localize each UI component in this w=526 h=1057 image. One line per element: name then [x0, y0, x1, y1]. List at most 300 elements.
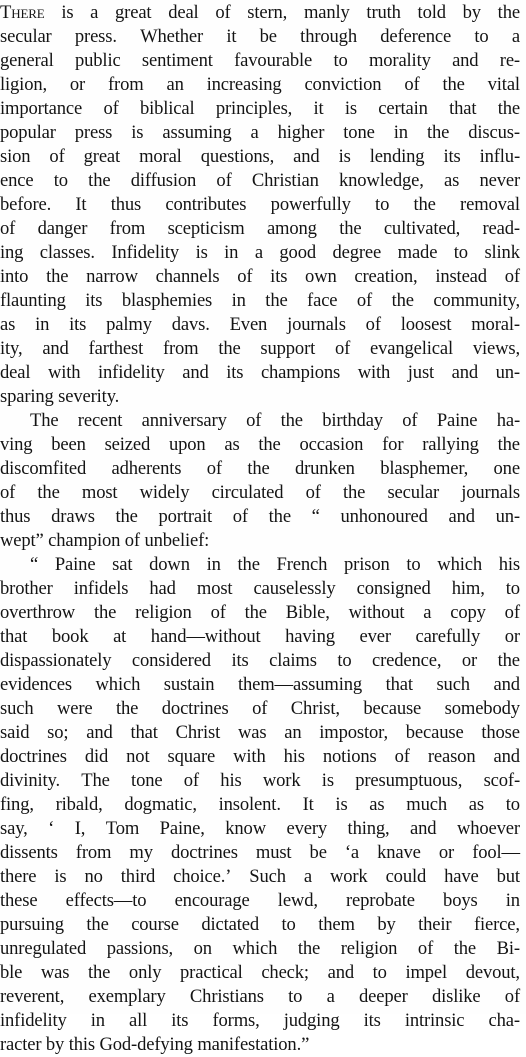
word: him, [451, 578, 485, 599]
word: fing, [0, 794, 34, 815]
word: the [342, 482, 366, 503]
word: among [266, 218, 317, 239]
word: face [307, 290, 338, 311]
word: which [95, 674, 141, 695]
word: ing [0, 242, 24, 263]
word: manly [303, 2, 350, 23]
word: from [162, 338, 199, 359]
word: narrow [86, 266, 138, 287]
word: be [259, 26, 277, 47]
word: its [270, 266, 288, 287]
word: recent [77, 410, 123, 431]
word: blasphemer, [380, 458, 469, 479]
word: its [171, 1010, 189, 1031]
word: “ [311, 506, 320, 527]
word: choice.’ [173, 866, 232, 887]
word: of [504, 266, 520, 287]
word: their [418, 914, 452, 935]
word: ligion, [0, 74, 47, 95]
word: anniversary [141, 410, 227, 431]
word: on [193, 938, 212, 959]
article-paragraph [0, 1, 520, 409]
word: the [297, 938, 321, 959]
word: work [262, 770, 301, 791]
word: Paine [54, 554, 96, 575]
word: blasphemies [121, 290, 213, 311]
word: ribald, [55, 794, 103, 815]
word: most [196, 578, 233, 599]
word: davs. [171, 314, 210, 335]
text-line [0, 673, 520, 697]
word: lending [369, 146, 425, 167]
word: thus [0, 506, 31, 527]
word: my [129, 842, 153, 863]
word: It [75, 194, 87, 215]
word: it [313, 98, 324, 119]
word: ble [0, 962, 23, 983]
word: but [496, 866, 520, 887]
word: and [410, 818, 437, 839]
word: instead [435, 266, 487, 287]
word: widely [139, 482, 190, 503]
word: and [327, 962, 354, 983]
word: that [0, 626, 28, 647]
text-line [0, 889, 520, 913]
word: Christians [189, 986, 264, 1007]
word: the [497, 2, 520, 23]
word: dispassionately [0, 650, 112, 671]
word: read- [482, 218, 520, 239]
word: with [47, 362, 81, 383]
word: his [498, 554, 520, 575]
word: work [329, 866, 368, 887]
word: general [0, 50, 54, 71]
word: press [74, 122, 113, 143]
word: great [83, 146, 121, 167]
word: or [69, 74, 86, 95]
text-line [0, 457, 520, 481]
word: somebody [444, 698, 520, 719]
word: the [268, 506, 291, 527]
word: causelessly [253, 578, 336, 599]
word: degree [332, 242, 382, 263]
word: copy [450, 602, 486, 623]
word: good [279, 242, 316, 263]
word: Infidelity [111, 242, 180, 263]
word: discus- [468, 122, 520, 143]
word: third [120, 866, 156, 887]
word: and [451, 362, 479, 383]
word: the [88, 170, 111, 191]
word: no [84, 866, 103, 887]
text-line [0, 433, 520, 457]
word: flaunting [0, 290, 66, 311]
word: whoever [456, 818, 520, 839]
word: channels [155, 266, 220, 287]
text-line [0, 769, 520, 793]
word: is [321, 770, 334, 791]
word: for [382, 434, 404, 455]
word: of [215, 2, 231, 23]
word: impostor, [319, 722, 388, 743]
word: favourable [234, 50, 313, 71]
word: the [265, 290, 288, 311]
text-line [0, 313, 520, 337]
text-line [0, 577, 520, 601]
word: been [51, 434, 86, 455]
word: to [505, 794, 520, 815]
word: cultivated, [383, 218, 461, 239]
text-line [0, 337, 520, 361]
word: say, [0, 818, 28, 839]
word: and [493, 674, 520, 695]
word: rallying [422, 434, 479, 455]
word: the [497, 650, 520, 671]
word: a [250, 122, 259, 143]
word: which [437, 554, 482, 575]
word: evidences [0, 674, 72, 695]
word: of [394, 746, 410, 767]
word: a [303, 866, 312, 887]
text-line: racter by this God-defying manifestation.” [0, 1034, 310, 1055]
word: them—assuming [237, 674, 363, 695]
word: or [504, 626, 520, 647]
word: the [442, 74, 465, 95]
word: Whether [140, 26, 204, 47]
word: ving [0, 434, 33, 455]
article-paragraph [0, 409, 520, 553]
word: cha- [488, 1010, 520, 1031]
word: from [75, 842, 112, 863]
word: contributes [165, 194, 247, 215]
word: presumptuous, [355, 770, 463, 791]
word: his [283, 746, 305, 767]
word: an [284, 722, 302, 743]
word: of [334, 338, 351, 359]
word: of [504, 986, 520, 1007]
text-line [0, 241, 520, 265]
word: principles, [215, 98, 293, 119]
word: told [417, 2, 446, 23]
word: doctrines [161, 698, 229, 719]
word: as [468, 794, 484, 815]
text-line: sparing severity. [0, 386, 120, 407]
word: with [357, 362, 391, 383]
word: of [365, 314, 381, 335]
word: moral [139, 146, 182, 167]
text-line [0, 481, 520, 505]
word: the [391, 290, 414, 311]
word: the [116, 698, 139, 719]
word: as [443, 170, 460, 191]
word: the [497, 434, 520, 455]
word: drunken [294, 458, 355, 479]
word: is [338, 146, 351, 167]
word: that [130, 722, 158, 743]
word: to [288, 986, 303, 1007]
word: the [218, 338, 241, 359]
text-line [0, 721, 520, 745]
word: and [86, 722, 113, 743]
word: danger [37, 218, 88, 239]
word: in [231, 290, 246, 311]
word: circulated [211, 482, 284, 503]
word: powerfully [270, 194, 351, 215]
word: which [232, 938, 278, 959]
text-line [0, 961, 520, 985]
word: considered [131, 650, 211, 671]
word: the [453, 938, 476, 959]
word: certain [378, 98, 428, 119]
word: scof- [483, 770, 520, 791]
word: the [88, 962, 111, 983]
word: because [405, 722, 464, 743]
word: of [0, 482, 16, 503]
word: down [149, 554, 190, 575]
word: Christian [251, 170, 319, 191]
word: moral- [471, 314, 520, 335]
text-line [0, 745, 520, 769]
text-line [0, 25, 520, 49]
word: is [54, 866, 67, 887]
text-line [0, 865, 520, 889]
word: or [438, 842, 455, 863]
word: the [339, 218, 362, 239]
word: public [74, 50, 121, 71]
word: a [511, 26, 520, 47]
word: from [109, 218, 146, 239]
word: in [90, 1010, 105, 1031]
word: was [40, 962, 70, 983]
word: dissents [0, 842, 58, 863]
word: biblical [139, 98, 195, 119]
word: of [183, 770, 199, 791]
text-line [0, 49, 520, 73]
word: of [49, 146, 65, 167]
word: never [479, 170, 520, 191]
word: insolent. [218, 794, 281, 815]
word: his [220, 770, 242, 791]
word: ever [359, 626, 391, 647]
word: Paine, [159, 818, 205, 839]
word: The [30, 410, 59, 431]
word: palmy [106, 314, 152, 335]
word: the [258, 434, 281, 455]
word: divinity. [0, 770, 60, 791]
word: its [69, 314, 87, 335]
word: reprobate [346, 890, 415, 911]
word: sat [112, 554, 133, 575]
word: sion [0, 146, 31, 167]
word: dictated [201, 914, 259, 935]
text-line [0, 265, 520, 289]
word: such [436, 674, 470, 695]
word: passions, [106, 938, 174, 959]
word: seized [104, 434, 151, 455]
word: questions, [200, 146, 275, 167]
text-line [0, 193, 520, 217]
word: of [356, 290, 373, 311]
text-line [0, 913, 520, 937]
word: of [0, 218, 16, 239]
word: most [81, 482, 118, 503]
text-line [0, 649, 520, 673]
word: one [493, 458, 520, 479]
word: views, [472, 338, 520, 359]
word: the [115, 506, 138, 527]
text-line [0, 217, 520, 241]
word: to [474, 26, 489, 47]
word: a [423, 602, 432, 623]
text-line [0, 361, 520, 385]
word: un- [495, 506, 520, 527]
word: that [449, 98, 477, 119]
word: sentiment [141, 50, 213, 71]
word: the [86, 914, 109, 935]
word: portrait [158, 506, 213, 527]
word: thing, [347, 818, 390, 839]
word: deeper [359, 986, 408, 1007]
word: birthday [322, 410, 383, 431]
word: only [128, 962, 162, 983]
text-line [0, 841, 520, 865]
word: have [444, 866, 479, 887]
word: the [247, 458, 270, 479]
word: dogmatic, [124, 794, 197, 815]
word: fierce, [473, 914, 520, 935]
word: “ [30, 554, 39, 575]
word: increasing [206, 74, 282, 95]
word: of [206, 458, 222, 479]
word: and [452, 50, 479, 71]
word: that [385, 674, 413, 695]
word: knowledge, [338, 170, 424, 191]
word: deference [380, 26, 452, 47]
word: of [417, 938, 434, 959]
word: doctrines [0, 746, 67, 767]
word: overthrow [0, 602, 76, 623]
word: square [167, 746, 216, 767]
word: as [369, 794, 385, 815]
word: influ- [479, 146, 520, 167]
word: the [244, 602, 267, 623]
word: did [84, 746, 109, 767]
text-line [0, 697, 520, 721]
word: reverent, [0, 986, 65, 1007]
word: intrinsic [404, 1010, 465, 1031]
word: must [255, 842, 292, 863]
word: in [505, 890, 520, 911]
word: the [237, 554, 260, 575]
word: religion [135, 602, 192, 623]
word: discomfited [0, 458, 87, 479]
text-line [0, 409, 520, 433]
word: of [252, 698, 268, 719]
word: is [195, 242, 208, 263]
word: evangelical [370, 338, 454, 359]
word: such [0, 698, 34, 719]
word: course [131, 914, 179, 935]
word: is [131, 122, 144, 143]
word: to [333, 50, 348, 71]
word: infidelity [98, 362, 165, 383]
word: assuming [162, 122, 232, 143]
word: fool— [472, 842, 520, 863]
text-line: wept” champion of unbelief: [0, 530, 210, 551]
word: the [413, 194, 436, 215]
word: ‘ [48, 818, 55, 839]
word: stern, [247, 2, 288, 23]
word: champions [260, 362, 341, 383]
word: dislike [431, 986, 481, 1007]
word: is [61, 2, 74, 23]
word: un- [495, 362, 520, 383]
word: pursuing [0, 914, 64, 935]
word: of [232, 506, 248, 527]
word: its [226, 362, 244, 383]
word: secular [387, 482, 440, 503]
word: and [293, 146, 320, 167]
word: loosest [400, 314, 452, 335]
word: by [462, 2, 481, 23]
word: its [363, 1010, 381, 1031]
word: removal [460, 194, 520, 215]
word: to [406, 554, 421, 575]
word: to [505, 578, 520, 599]
word: and [493, 746, 520, 767]
word: so; [47, 722, 69, 743]
text-line [0, 505, 520, 529]
word: by [377, 914, 396, 935]
word: deal [168, 2, 199, 23]
word: Even [229, 314, 268, 335]
word: these [0, 890, 38, 911]
text-line [0, 121, 520, 145]
word: a [90, 2, 99, 23]
word: Bible, [285, 602, 330, 623]
word: be [309, 842, 327, 863]
word: in [35, 314, 50, 335]
word: sustain [163, 674, 215, 695]
word: own [305, 266, 337, 287]
word: truth [366, 2, 401, 23]
text-line [0, 73, 520, 97]
word: ‘a [344, 842, 360, 863]
word: Christ, [290, 698, 340, 719]
word: it [226, 26, 237, 47]
word: Bi- [496, 938, 520, 959]
word: doctrines [170, 842, 238, 863]
word: support [260, 338, 316, 359]
text-line [0, 937, 520, 961]
word: the [46, 266, 69, 287]
word: Tom [105, 818, 140, 839]
word: every [286, 818, 328, 839]
word: upon [168, 434, 206, 455]
word: is [335, 794, 348, 815]
word: Such [249, 866, 286, 887]
article-paragraph [0, 553, 520, 1057]
word: press. [74, 26, 117, 47]
word: morality [368, 50, 431, 71]
word: or [461, 650, 478, 671]
word: to [453, 242, 468, 263]
word: was [237, 722, 267, 743]
word: of [246, 410, 262, 431]
text-line [0, 553, 520, 577]
word: the [93, 602, 117, 623]
word: tone [131, 770, 163, 791]
